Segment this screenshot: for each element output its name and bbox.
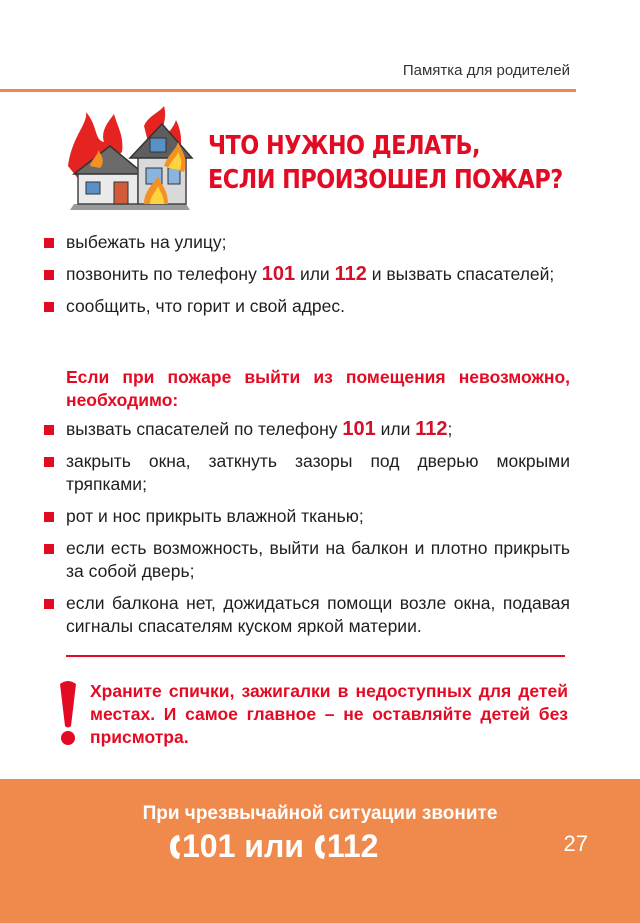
list-item-text: или (375, 419, 416, 439)
list-item-text: если балкона нет, дожидаться помощи возле окна, подавая сигналы спасателям куском яркой материи. (66, 593, 570, 636)
footer-text: При чрезвычайной ситуации звоните (142, 803, 498, 824)
square-bullet-icon (44, 238, 54, 248)
square-bullet-icon (44, 544, 54, 554)
square-bullet-icon (44, 270, 54, 280)
list-item-text: выбежать на улицу; (66, 232, 227, 252)
square-bullet-icon (44, 512, 54, 522)
list-item-text: или (295, 264, 335, 284)
list-item-text: и вызвать спасателей; (366, 264, 555, 284)
list-item-text: сообщить, что горит и свой адрес. (66, 296, 345, 316)
list-item-text: позвонить по телефону (66, 264, 262, 284)
list-item-text: ; (447, 419, 453, 439)
header-rule (0, 89, 576, 92)
list-item (44, 450, 570, 496)
footer-banner (0, 779, 640, 923)
phone-number: 112 (415, 418, 448, 440)
list-item-text: закрыть окна, заткнуть зазоры под дверью мокрыми тряпками; (66, 451, 570, 494)
list-item (44, 231, 570, 254)
phone-handset-icon (168, 833, 182, 861)
header-label: Памятка для родителей (402, 62, 570, 79)
list-item (44, 537, 570, 583)
phone-number: 101 (261, 263, 296, 285)
list-item (44, 592, 570, 638)
footer-phones (168, 826, 378, 866)
list-item-text: вызвать спасателей по телефону (66, 419, 343, 439)
warning-text: Храните спички, зажигалки в недоступных для детей местах. И самое главное – не оставляйте детей без присмотра. (90, 681, 568, 747)
footer-phone-number: 112 (326, 828, 379, 864)
list-item (44, 263, 570, 286)
footer-phone-number: 101 (182, 828, 236, 864)
phone-handset-icon (313, 833, 327, 861)
trapped-heading: Если при пожаре выйти из помещения невозможно, необходимо: (66, 367, 570, 410)
section-divider (66, 655, 565, 657)
phone-number: 101 (342, 418, 376, 440)
list-item (44, 295, 570, 318)
list-item (44, 418, 570, 441)
square-bullet-icon (44, 425, 54, 435)
trapped-list (44, 418, 570, 647)
square-bullet-icon (44, 302, 54, 312)
page-title (208, 129, 563, 197)
phone-number: 112 (334, 263, 367, 285)
title-line-1: ЧТО НУЖНО ДЕЛАТЬ, (208, 131, 481, 161)
footer-phone-separator: или (235, 828, 313, 864)
list-item (44, 505, 570, 528)
actions-list (44, 231, 570, 327)
exclamation-icon (58, 680, 78, 746)
list-item-text: рот и нос прикрыть влажной тканью; (66, 506, 364, 526)
square-bullet-icon (44, 457, 54, 467)
square-bullet-icon (44, 599, 54, 609)
burning-house-icon (64, 106, 196, 216)
title-line-2: ЕСЛИ ПРОИЗОШЕЛ ПОЖАР? (208, 165, 563, 195)
list-item-text: если есть возможность, выйти на балкон и плотно прикрыть за собой дверь; (66, 538, 570, 581)
page-number: 27 (563, 831, 588, 856)
